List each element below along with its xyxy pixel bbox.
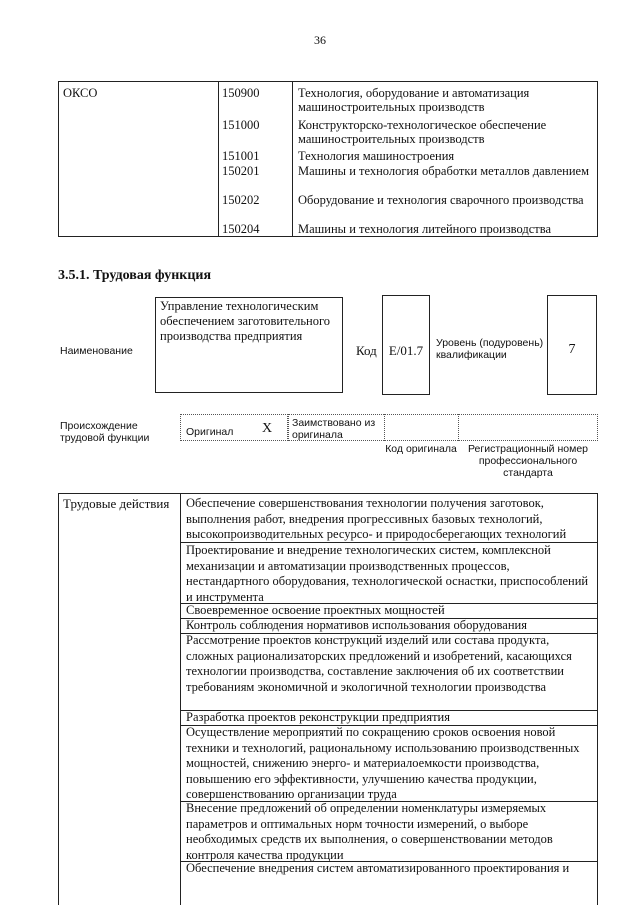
- original-mark: X: [262, 421, 273, 436]
- actions-label: Трудовые действия: [63, 496, 170, 511]
- okso-code: 150202: [222, 193, 260, 207]
- action-item: Своевременное освоение проектных мощностей: [186, 603, 445, 617]
- action-item: Внесение предложений об определении номенклатуры измеряемых параметров и оптимальных норм точности измерений, о выборе необходимых средств их выполнения, о совершенствовании методов контроля качества продукции: [186, 801, 553, 862]
- function-code: E/01.7: [388, 343, 424, 358]
- action-item: Осуществление мероприятий по сокращению сроков освоения новой техники и технологий, рациональному использованию производственных мощностей, снижению энерго- и материалоемкости производства, повышению его эффективности, улучшению качества продукции, совершенствованию организации труда: [186, 725, 580, 801]
- page-number: 36: [314, 33, 326, 47]
- original-label: Оригинал: [186, 426, 234, 438]
- level-label: Уровень (подуровень) квалификации: [436, 337, 544, 361]
- name-label: Наименование: [60, 345, 133, 357]
- section-title: 3.5.1. Трудовая функция: [58, 268, 212, 283]
- action-item: Проектирование и внедрение технологических систем, комплексной механизации и автоматизации производственных процессов, нестандартного оборудования, технологической оснастки, приспособлений и инструмента: [186, 543, 589, 604]
- action-item: Обеспечение внедрения систем автоматизированного проектирования и: [186, 861, 570, 875]
- okso-code: 151001: [222, 149, 260, 163]
- okso-name: Машины и технология обработки металлов давлением: [298, 164, 590, 178]
- function-name: Управление технологическим обеспечением заготовительного производства предприятия: [160, 299, 331, 343]
- okso-code: 151000: [222, 118, 260, 132]
- okso-name: Оборудование и технология сварочного производства: [298, 193, 584, 207]
- okso-name: Конструкторско-технологическое обеспечение машиностроительных производств: [298, 118, 547, 146]
- okso-table: [58, 81, 598, 237]
- level-value: 7: [568, 342, 576, 357]
- divider: [458, 414, 459, 441]
- action-item: Рассмотрение проектов конструкций изделий или состава продукта, сложных рационализаторских предложений и изобретений, касающихся технологии производства, составление заключения об их соответствии требованиям экономичной и экологичной технологии производства: [186, 633, 572, 694]
- action-item: Разработка проектов реконструкции предприятия: [186, 710, 450, 724]
- okso-code: 150204: [222, 222, 260, 236]
- divider: [180, 493, 181, 905]
- action-item: Контроль соблюдения нормативов использования оборудования: [186, 618, 527, 632]
- code-label: Код: [356, 343, 377, 358]
- borrowed-label: Заимствовано из оригинала: [292, 417, 376, 441]
- okso-code: 150201: [222, 164, 260, 178]
- okso-name: Технология, оборудование и автоматизация машиностроительных производств: [298, 86, 530, 114]
- origin-label: Происхождение трудовой функции: [60, 420, 150, 444]
- okso-name: Машины и технология литейного производства: [298, 222, 551, 236]
- reg-number-caption: Регистрационный номер профессионального стандарта: [468, 443, 588, 479]
- okso-name: Технология машиностроения: [298, 149, 455, 163]
- code-original-caption: Код оригинала: [385, 443, 457, 455]
- okso-code: 150900: [222, 86, 260, 100]
- action-item: Обеспечение совершенствования технологии получения заготовок, выполнения работ, внедрения прогрессивных базовых технологий, высокопроизводительных ресурсо- и природосберегающих технологий: [186, 496, 567, 541]
- divider: [384, 414, 385, 441]
- okso-label: ОКСО: [63, 86, 98, 100]
